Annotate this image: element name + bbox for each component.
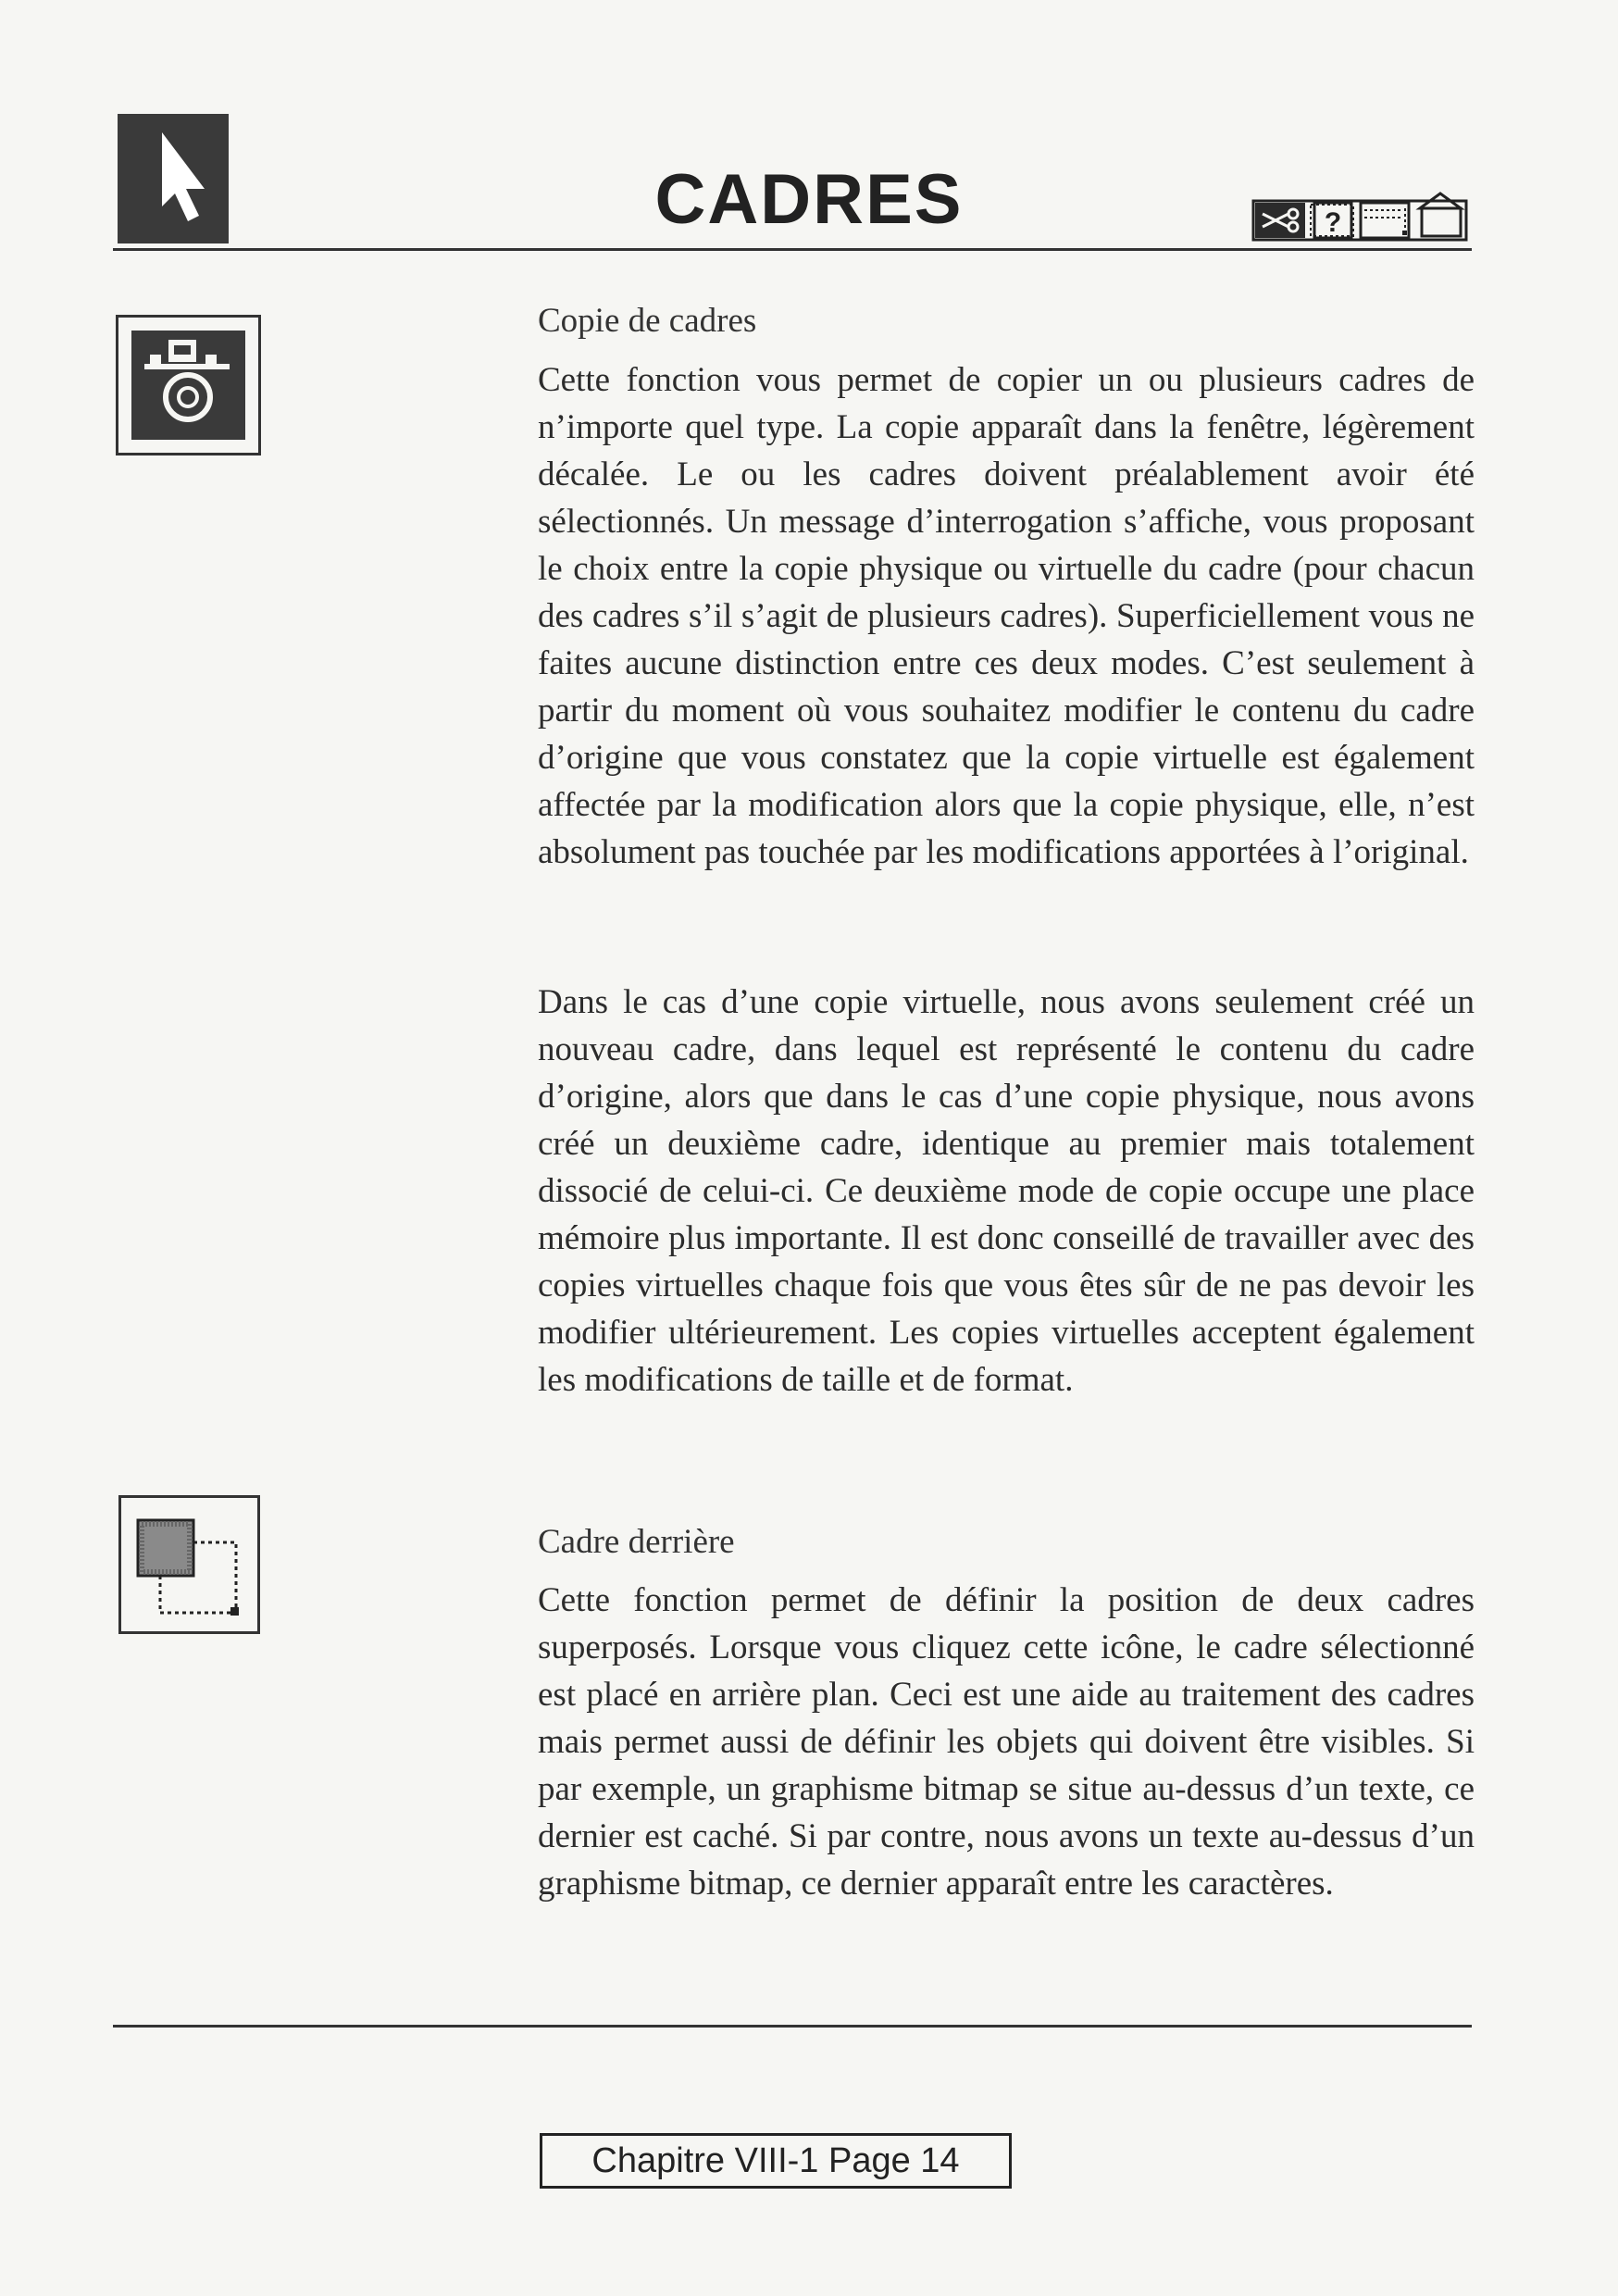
footer-divider — [113, 2025, 1472, 2028]
help-glyph: ? — [1324, 207, 1342, 238]
toolbar-icons — [1251, 190, 1468, 242]
help-icon — [1311, 203, 1353, 238]
header-divider — [113, 248, 1472, 251]
page-icon — [1361, 203, 1409, 238]
section-heading-copy: Copie de cadres — [538, 302, 757, 340]
page-title: CADRES — [654, 160, 964, 239]
camera-icon — [116, 315, 261, 455]
send-to-back-icon — [118, 1495, 260, 1634]
section-heading-back: Cadre derrière — [538, 1523, 735, 1561]
section-paragraph: Dans le cas d’une copie virtuelle, nous avons seulement créé un nouveau cadre, dans lequel est représenté le contenu du cadre d’origine, alors que dans le cas d’une copie physique, nous avons créé un deuxième cadre, identique au premier mais totalement dissocié de celui-ci. Ce deuxième mode de copie occupe une place mémoire plus importante. Il est donc conseillé de travailler avec des copies virtuelles chaque fois que vous êtes sûr de ne pas devoir les modifier ultérieurement. Les copies virtuelles acceptent également les modifications de taille et de format. — [538, 983, 1475, 1399]
section-paragraph: Cette fonction permet de définir la position de deux cadres superposés. Lorsque vous cliquez cette icône, le cadre sélectionné est placé en arrière plan. Ceci est une aide au traitement des cadres mais permet aussi de définir les objets qui doivent être visibles. Si par exemple, un graphisme bitmap se situe au-dessus d’un texte, ce dernier est caché. Si par contre, nous avons un texte au-dessus d’un graphisme bitmap, ce dernier apparaît entre les caractères. — [538, 1581, 1475, 1903]
section-paragraph: Cette fonction vous permet de copier un ou plusieurs cadres de n’importe quel type. La copie apparaît dans la fenêtre, légèrement décalée. Le ou les cadres doivent préalablement avoir été sélectionnés. Un message d’interrogation s’affiche, vous proposant le choix entre la copie physique ou virtuelle du cadre (pour chacun des cadres s’il s’agit de plusieurs cadres). Superficiellement vous ne faites aucune distinction entre ces deux modes. C’est seulement à partir du moment où vous souhaitez modifier le contenu du cadre d’origine que vous constatez que la copie virtuelle est également affectée par la modification alors que la copie physique, elle, n’est absolument pas touchée par les modifications apportées à l’original. — [538, 361, 1475, 871]
scissors-icon — [1255, 203, 1305, 238]
page-number-box: Chapitre VIII-1 Page 14 — [540, 2133, 1012, 2189]
